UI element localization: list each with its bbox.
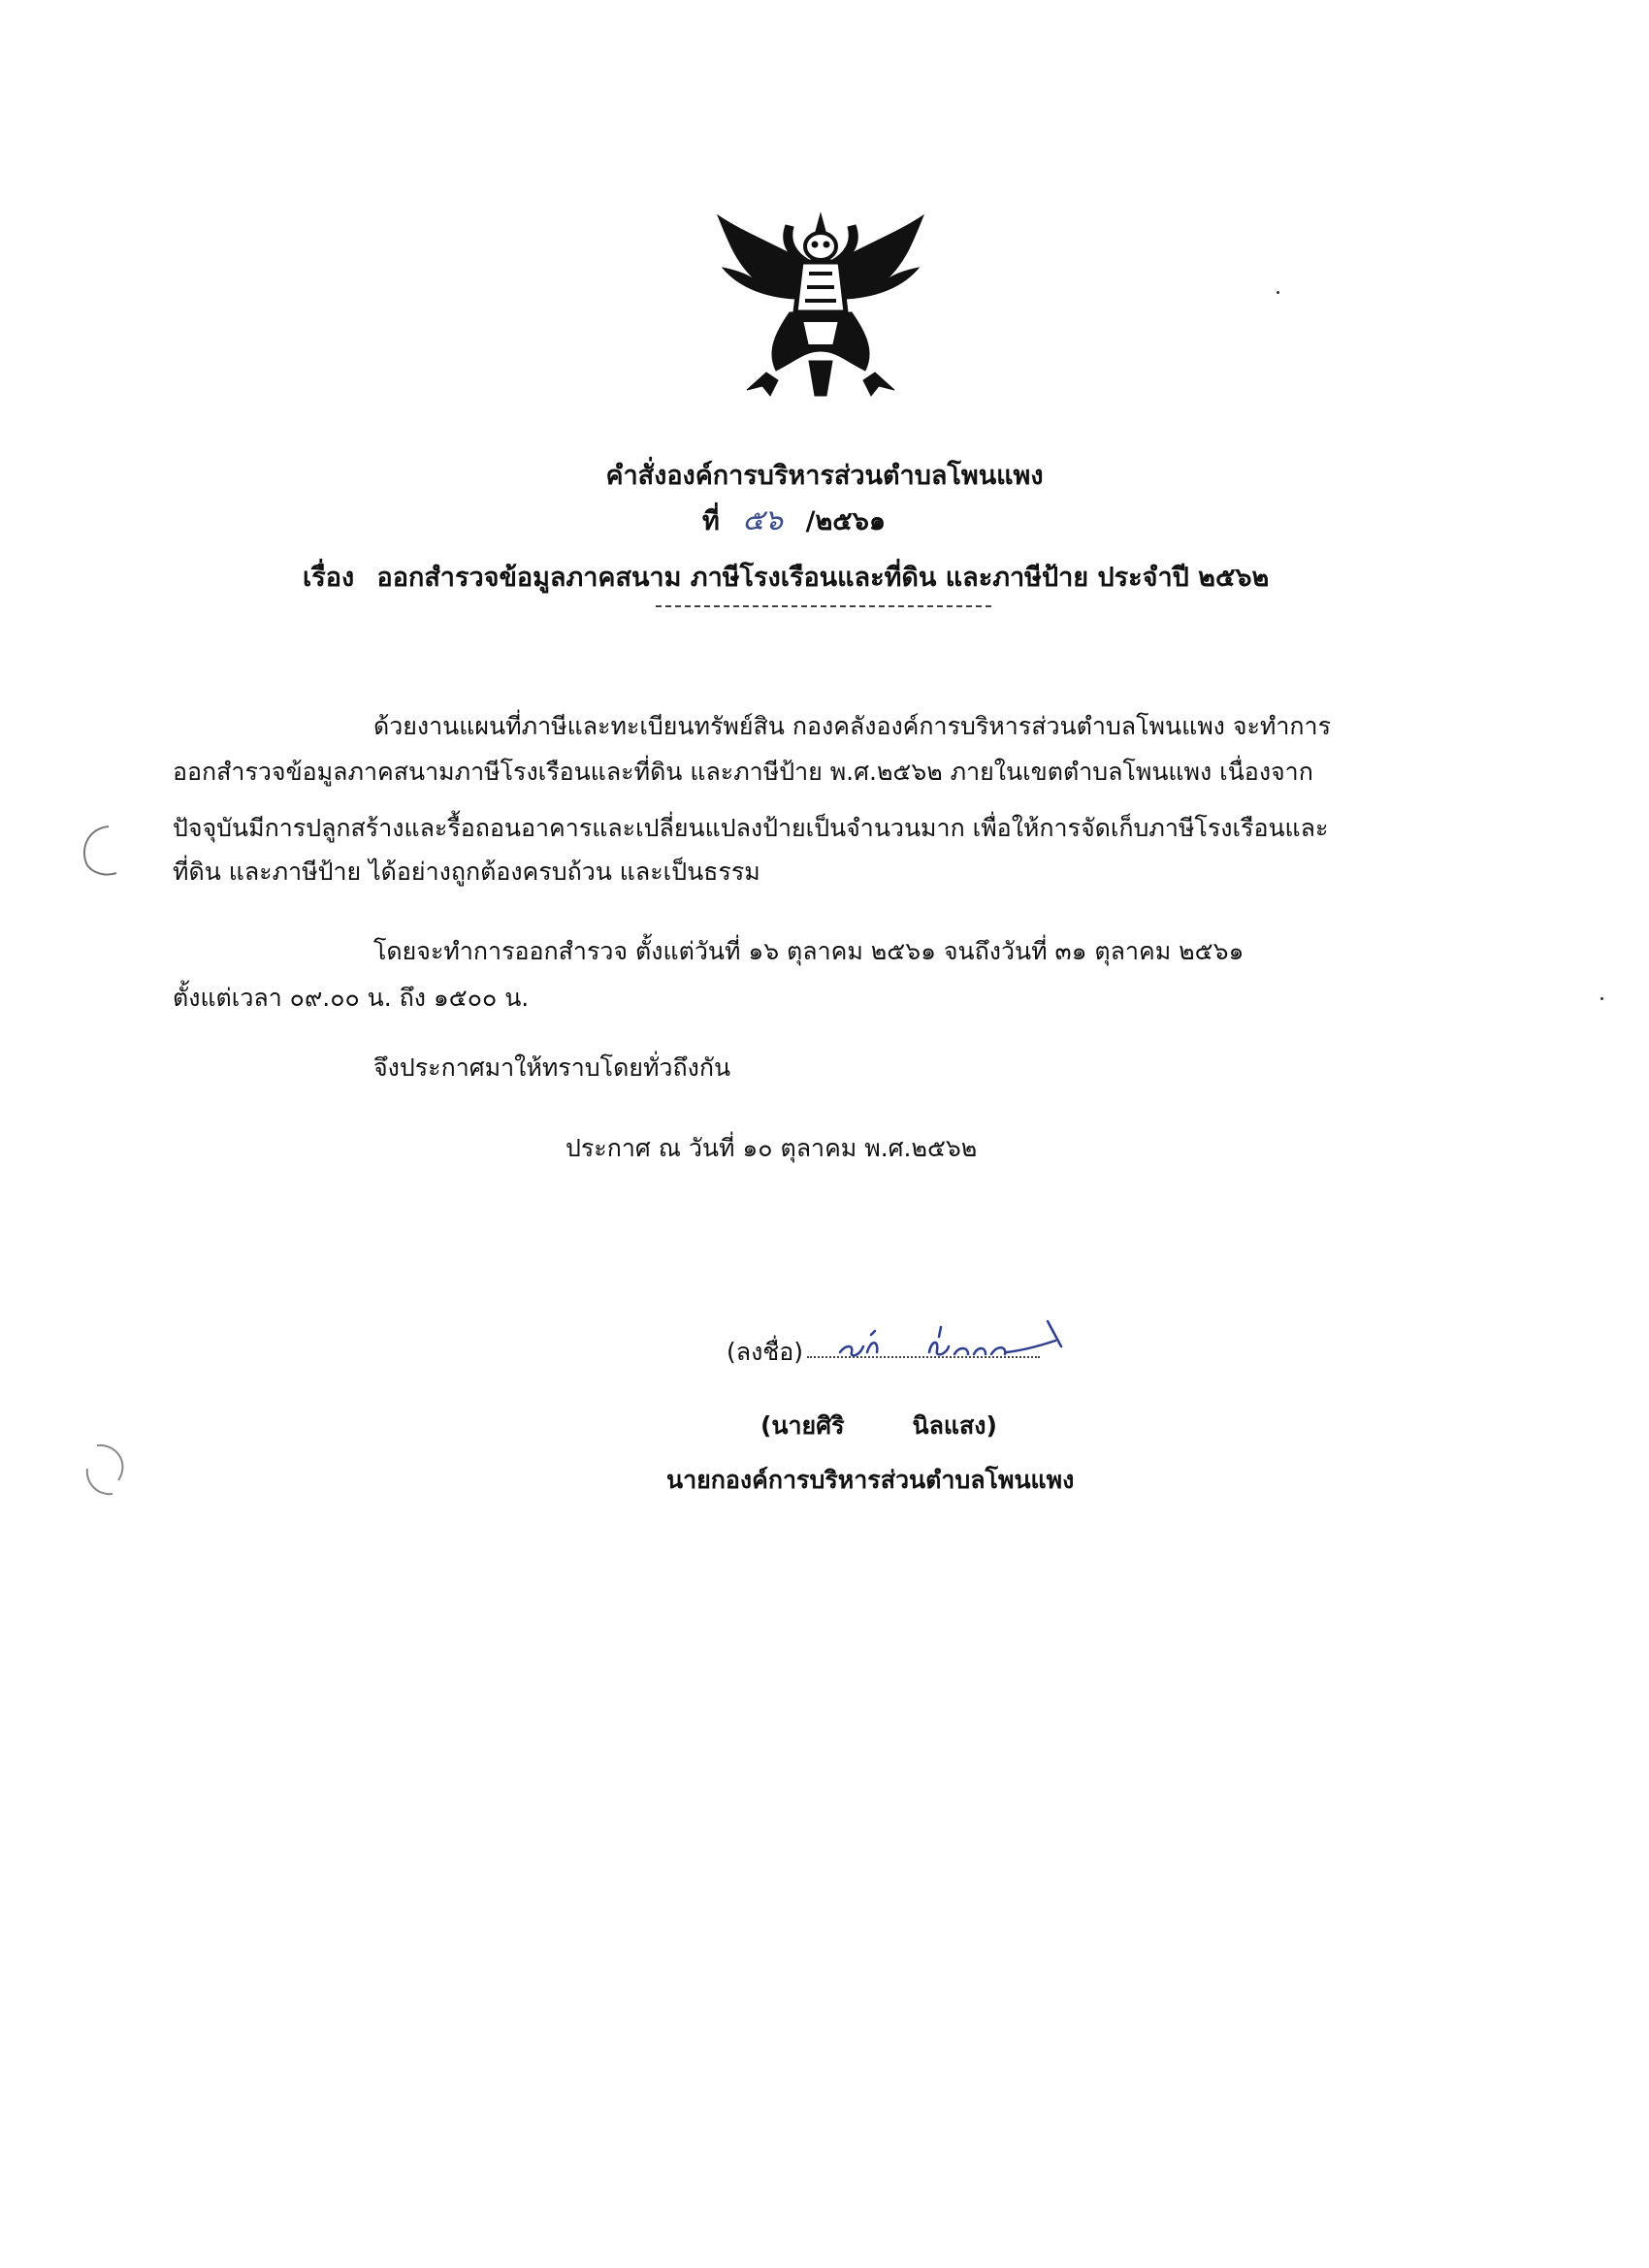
paragraph-1-line-3: ปัจจุบันมีการปลูกสร้างและรื้อถอนอาคารและเปลี่ยนแปลงป้ายเป็นจำนวนมาก เพื่อให้การจัดเก็บภาษีโรงเรือนและ	[173, 814, 1329, 842]
order-title: คำสั่งองค์การบริหารส่วนตำบลโพนแพง	[605, 461, 1044, 491]
order-year: /๒๕๖๑	[805, 506, 886, 536]
handwritten-signature	[832, 1302, 1084, 1370]
signer-name-open: (นายศิริ	[760, 1411, 845, 1440]
paragraph-3: จึงประกาศมาให้ทราบโดยทั่วถึงกัน	[373, 1053, 731, 1082]
scan-speck	[1277, 291, 1279, 294]
punch-hole-mark	[70, 821, 128, 879]
signer-name-close: นิลแสง)	[912, 1411, 997, 1440]
paragraph-2-line-1: โดยจะทำการออกสำรวจ ตั้งแต่วันที่ ๑๖ ตุลาคม ๒๕๖๑ จนถึงวันที่ ๓๑ ตุลาคม ๒๕๖๑	[373, 937, 1245, 965]
subject-text: ออกสำรวจข้อมูลภาคสนาม ภาษีโรงเรือนและที่ดิน และภาษีป้าย ประจำปี ๒๕๖๒	[376, 563, 1270, 593]
scan-speck	[1600, 997, 1603, 1000]
signer-name	[760, 1407, 997, 1445]
paragraph-2-line-2: ตั้งแต่เวลา ๐๙.๐๐ น. ถึง ๑๕๐๐ น.	[173, 984, 530, 1012]
garuda-emblem-icon	[708, 206, 933, 400]
order-number-handwritten: ๕๖	[742, 503, 784, 537]
order-number-line	[702, 498, 886, 543]
sign-label: (ลงชื่อ)	[727, 1338, 804, 1366]
subject-label: เรื่อง	[303, 563, 355, 593]
order-prefix: ที่	[702, 506, 720, 536]
subject-line	[303, 556, 1269, 598]
signer-position: นายกองค์การบริหารส่วนตำบลโพนแพง	[666, 1466, 1075, 1494]
paragraph-1-line-1: ด้วยงานแผนที่ภาษีและทะเบียนทรัพย์สิน กองคลังองค์การบริหารส่วนตำบลโพนแพง จะทำการ	[373, 712, 1332, 740]
paragraph-1-line-2: ออกสำรวจข้อมูลภาคสนามภาษีโรงเรือนและที่ดิน และภาษีป้าย พ.ศ.๒๕๖๒ ภายในเขตตำบลโพนแพง เนื่องจาก	[173, 758, 1313, 786]
punch-hole-mark	[70, 1440, 128, 1498]
header-divider	[656, 605, 991, 607]
announce-date: ประกาศ ณ วันที่ ๑๐ ตุลาคม พ.ศ.๒๕๖๒	[566, 1134, 978, 1162]
paragraph-1-line-4: ที่ดิน และภาษีป้าย ได้อย่างถูกต้องครบถ้วน และเป็นธรรม	[173, 858, 760, 886]
